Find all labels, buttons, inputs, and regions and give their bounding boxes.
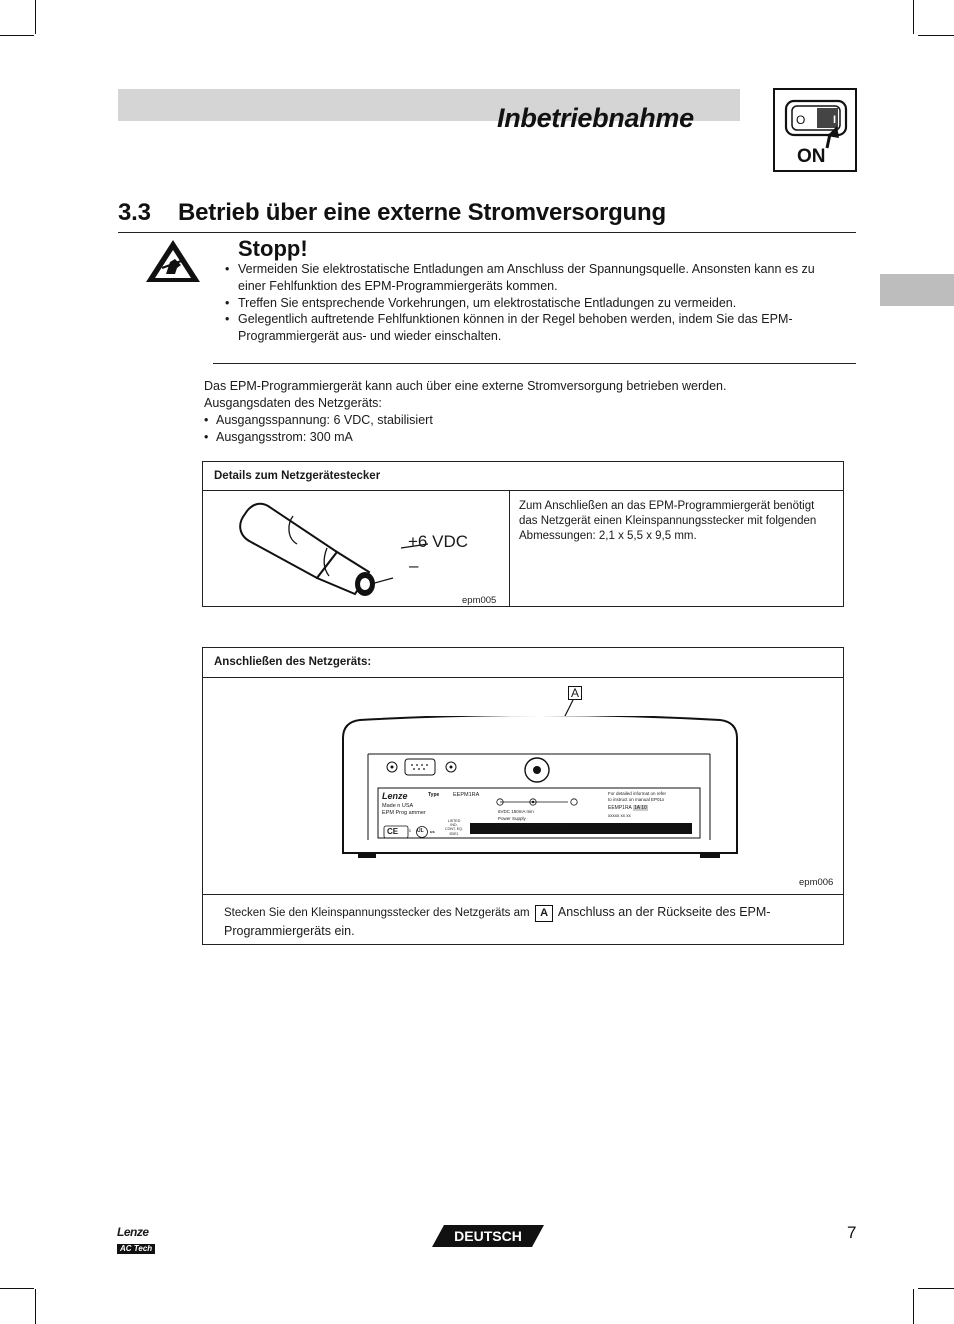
caption-text: Anschluss an der Rückseite des EPM-Programmiergeräts ein. [224,905,771,938]
crop-mark [35,0,36,34]
box-column-divider [509,490,510,606]
intro-text [204,378,844,446]
intro-line: Das EPM-Programmiergerät kann auch über eine externe Stromversorgung betrieben werden. [204,379,727,393]
figure-id: epm005 [462,595,497,606]
warning-list [224,261,844,345]
ul-c: c [409,828,412,833]
crop-mark [0,35,34,36]
label-type-value: EEPM1RA [453,792,480,798]
switch-on-symbol: I [833,114,837,126]
page-title: Inbetriebnahme [497,103,694,133]
crop-mark [35,1289,36,1324]
connect-box-heading: Anschließen des Netzgeräts: [214,656,372,668]
label-model: EEMP1RA [608,805,632,811]
label-model-badge: 1A 10 [634,805,647,811]
section-title: Betrieb über eine externe Stromversorgung [178,199,666,226]
esd-warning-icon [144,238,202,284]
label-made-line: EPM Prog ammer [382,810,426,816]
intro-line: Ausgangsdaten des Netzgeräts: [204,396,382,410]
warning-item: • Gelegentlich auftretende Fehlfunktionen können in der Regel behoben werden, indem Sie das EPM-Programmiergerät aus- und wieder einschalten. [224,311,844,345]
caption-text: Stecken Sie den Kleinspannungsstecker des Netzgeräts am [224,907,530,919]
label-right-line: For detailed informat on refer [608,791,667,796]
lenze-logo [117,1226,155,1256]
output-data-item: • Ausgangsstrom: 300 mA [204,429,844,446]
box-divider [203,677,843,678]
logo-text: Lenze [117,1225,149,1239]
crop-mark [918,1288,954,1289]
connect-caption [224,903,824,940]
chapter-tab [880,274,954,306]
label-right-line: xxxxx xx xx [608,813,631,818]
warning-title: Stopp! [238,236,308,261]
label-right-line [608,805,648,811]
plus-voltage-label: +6 VDC [408,532,468,551]
ce-mark: CE [387,827,399,836]
label-listed-line: CONT. EQ. [445,827,463,832]
box-divider [203,894,843,895]
label-brand: Lenze [382,791,408,801]
callout-a: A [568,686,582,700]
label-listed-line: IND. [450,823,458,828]
language-label: DEUTSCH [454,1228,522,1244]
epm-device-rear [340,716,740,858]
warning-item: • Vermeiden Sie elektrostatische Entladungen am Anschluss der Spannungsquelle. Ansonsten kann es zu einer Fehlfunktion des EPM-Programmiergeräts kommen. [224,261,844,295]
label-power-line: Power Supply [498,816,526,821]
crop-mark [918,35,954,36]
label-type-key: Type [428,792,440,798]
power-switch-icon [773,88,857,172]
label-listed-line: 5DE1 [449,831,459,836]
plug-details-box [202,461,844,607]
crop-mark [913,0,914,34]
warning-rule [213,363,856,364]
section-rule [118,232,856,233]
language-badge [432,1225,544,1247]
crop-mark [913,1289,914,1324]
ul-mark: UL [417,828,424,834]
switch-on-label: ON [797,146,826,167]
box-divider [203,490,843,491]
connect-box [202,647,844,945]
label-power-line: (FRIWO 7207/06 15 0791 MPP15) [498,823,568,828]
caption-badge: A [535,905,553,922]
label-made-line: Made n USA [382,803,414,809]
logo-subtext: AC Tech [117,1244,155,1254]
label-listed [439,819,469,836]
plug-description: Zum Anschließen an das EPM-Programmiergerät benötigt das Netzgerät einen Kleinspannungsstecker mit folgenden Abmessungen: 2,1 x 5,5 x 9,5 mm. [519,500,817,542]
ul-us: us [430,829,435,834]
section-number: 3.3 [118,199,151,226]
section-heading [118,199,666,227]
switch-off-symbol: O [796,113,806,127]
page-number: 7 [847,1223,857,1242]
output-data-item: • Ausgangsspannung: 6 VDC, stabilisiert [204,412,844,429]
output-data-list [204,412,844,446]
plug-box-heading: Details zum Netzgerätestecker [214,470,381,482]
label-listed-line: LISTED [447,819,461,823]
label-power-line: 6VDC 150mA min [498,809,534,814]
warning-item: • Treffen Sie entsprechende Vorkehrungen, um elektrostatische Entladungen zu vermeiden. [224,295,844,312]
label-right-line: to instruct on manual EP01x [608,797,665,802]
crop-mark [0,1288,34,1289]
minus-label: – [409,556,419,575]
figure-id: epm006 [799,877,834,888]
